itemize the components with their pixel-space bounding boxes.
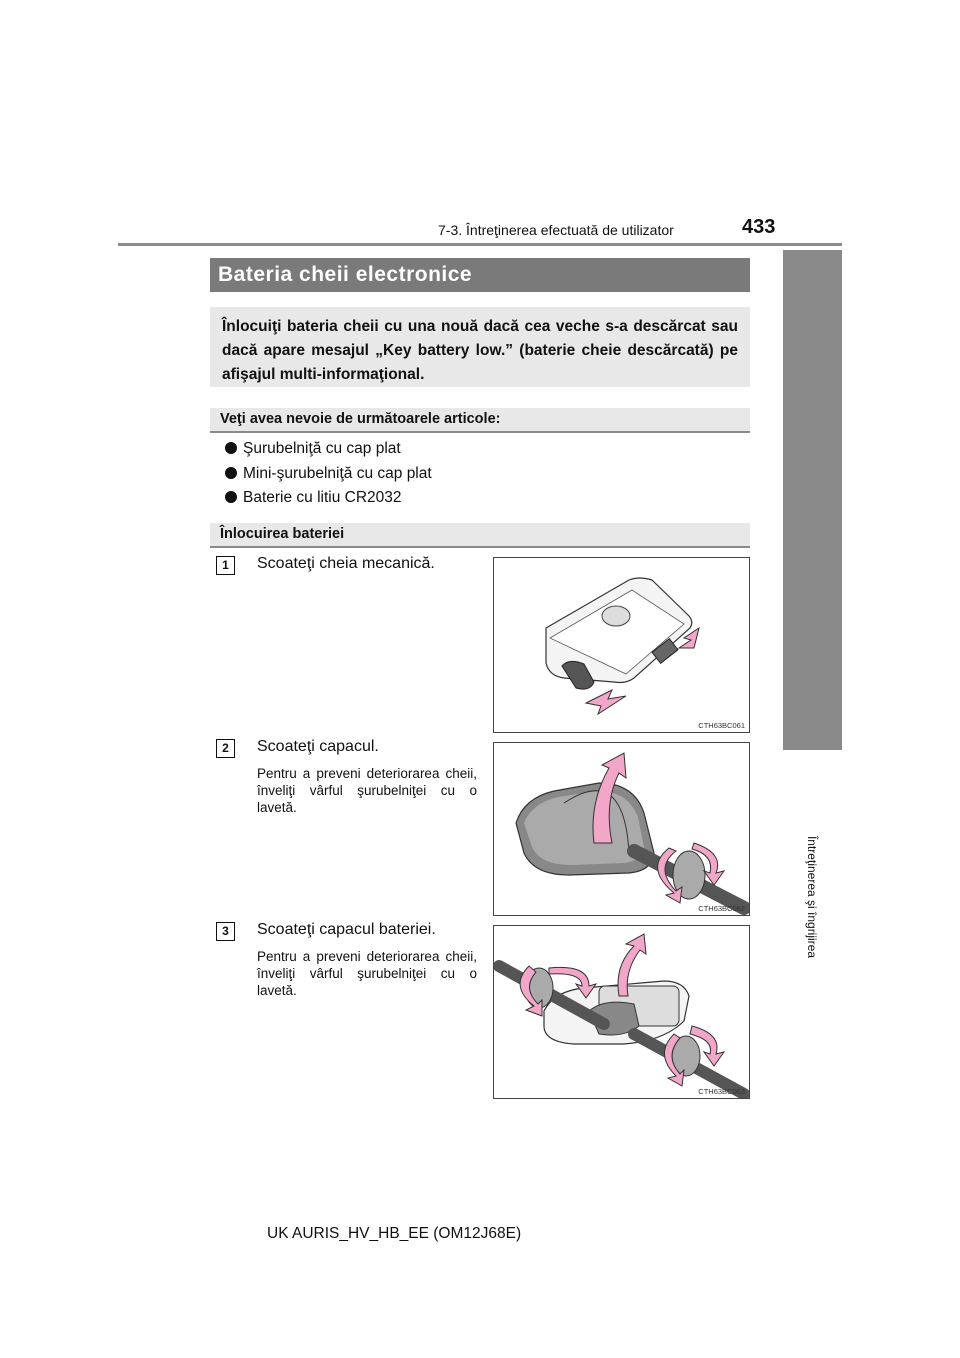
page-title: Bateria cheii electronice (218, 263, 473, 286)
list-item-text: Şurubelniţă cu cap plat (243, 440, 401, 457)
figure-step-1 (493, 557, 750, 733)
list-item-text: Mini-şurubelniţă cu cap plat (243, 465, 432, 482)
list-item (225, 465, 432, 483)
step-2-note: Pentru a preveni deteriorarea cheii, înveliţi vârful şurubelniţei cu o lavetă. (257, 766, 477, 815)
items-heading: Veţi avea nevoie de următoarele articole: (220, 411, 501, 427)
footer-model-code: UK AURIS_HV_HB_EE (OM12J68E) (267, 1225, 522, 1242)
bullet-icon (225, 442, 237, 454)
chapter-label-container (770, 822, 854, 972)
step-3-note: Pentru a preveni deteriorarea cheii, înveliţi vârful şurubelniţei cu o lavetă. (257, 949, 477, 998)
section-title: 7-3. Întreţinerea efectuată de utilizator (438, 222, 674, 238)
items-heading-bar (210, 408, 750, 433)
chapter-number: 7 (812, 770, 820, 785)
step-number-3: 3 (216, 922, 235, 941)
key-remove-cover-illustration (494, 743, 749, 915)
figure-code: CTH63BC063 (698, 1087, 745, 1096)
figure-step-2 (493, 742, 750, 916)
bullet-icon (225, 467, 237, 479)
chapter-tab-block (783, 250, 842, 750)
replace-heading-bar (210, 523, 750, 548)
intro-text: Înlocuiţi bateria cheii cu una nouă dacă cea veche s-a descărcat sau dacă apare mesajul „Key battery low.” (baterie cheie descărcată) pe afişajul multi-informaţional. (222, 318, 738, 383)
step-number-2: 2 (216, 739, 235, 758)
step-number-1: 1 (216, 556, 235, 575)
battery-cover-remove-illustration (494, 926, 749, 1098)
step-3-text: Scoateţi capacul bateriei. (257, 921, 436, 938)
list-item-text: Baterie cu litiu CR2032 (243, 489, 402, 506)
figure-code: CTH63BC062 (698, 904, 745, 913)
list-item (225, 489, 402, 507)
replace-heading: Înlocuirea bateriei (220, 526, 345, 542)
header-divider (118, 243, 842, 246)
bullet-icon (225, 491, 237, 503)
key-remove-mechanical-illustration (494, 558, 749, 732)
list-item (225, 440, 401, 458)
figure-code: CTH63BC061 (698, 721, 745, 730)
chapter-label: Întreţinerea şi îngrijirea (805, 835, 819, 959)
step-2-text: Scoateţi capacul. (257, 738, 379, 755)
page-title-bar (210, 258, 750, 292)
page-number: 433 (742, 216, 776, 238)
figure-step-3 (493, 925, 750, 1099)
intro-box (210, 307, 750, 387)
step-1-text: Scoateţi cheia mecanică. (257, 555, 435, 572)
chapter-tab (783, 250, 842, 810)
